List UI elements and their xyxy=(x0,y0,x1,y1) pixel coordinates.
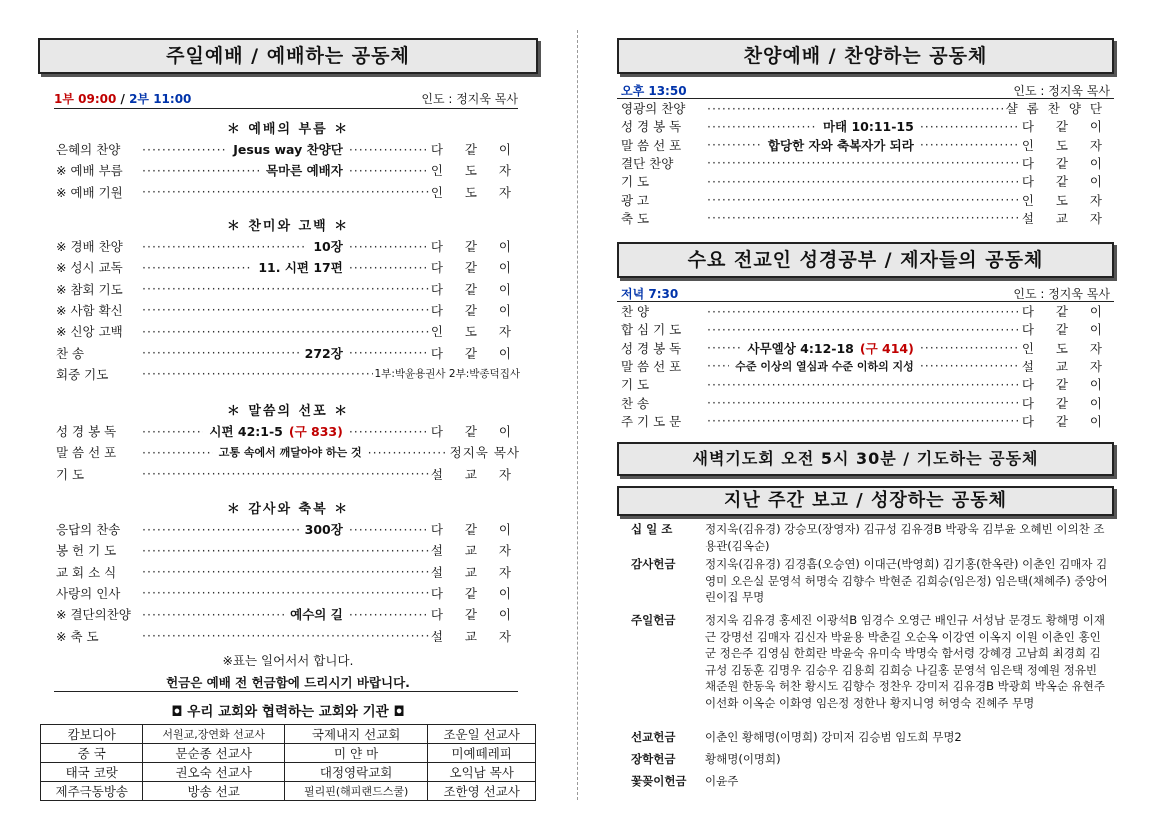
order-row xyxy=(56,160,520,180)
order-role: 다 같 이 xyxy=(430,260,520,276)
leader-dots xyxy=(142,142,227,157)
leader-dots xyxy=(142,345,299,360)
order-detail-text: 10장 xyxy=(313,239,343,254)
order-role: 설 교 자 xyxy=(430,564,520,580)
order-row xyxy=(56,421,520,441)
leader-dots xyxy=(349,522,429,537)
order-detail-text: 예수의 길 xyxy=(290,607,343,623)
order-label: 사랑의 인사 xyxy=(56,585,121,601)
order-label: 축 도 xyxy=(621,210,650,226)
wednesday-title: 수요 전교인 성경공부 / 제자들의 공동체 xyxy=(617,242,1114,278)
section-heading: ＊ 감사와 축복 ＊ xyxy=(226,502,350,517)
report-names: 황해명(이명희) xyxy=(705,752,781,766)
report-item xyxy=(621,773,1111,790)
order-label: 영광의 찬양 xyxy=(621,101,686,116)
leader-dots xyxy=(142,607,284,622)
cooperation-row xyxy=(41,744,536,763)
order-detail-text: 시편 42:1-5 xyxy=(209,424,283,439)
leader-dots xyxy=(368,445,448,460)
order-label: 은혜의 찬양 xyxy=(56,142,121,157)
order-detail xyxy=(229,140,347,158)
leader-dots xyxy=(142,585,429,600)
order-detail xyxy=(286,605,347,623)
order-detail-text: 11. 시편 17편 xyxy=(258,260,343,276)
cooperation-cell: 태국 코랏 xyxy=(41,763,143,782)
worship-title: 주일예배 / 예배하는 공동체 xyxy=(38,38,538,74)
leader-dots xyxy=(920,137,1020,152)
order-row xyxy=(621,411,1111,431)
cooperation-cell: 대정영락교회 xyxy=(284,763,427,782)
order-row xyxy=(621,171,1111,191)
section-heading: ＊ 예배의 부름 ＊ xyxy=(226,122,350,137)
leader-dots xyxy=(707,119,817,134)
order-role: 다 같 이 xyxy=(430,585,520,601)
note-line xyxy=(54,691,518,692)
order-label: 교 회 소 식 xyxy=(56,564,117,580)
leader-dots xyxy=(920,119,1020,134)
order-detail xyxy=(731,358,918,374)
leader-dots xyxy=(142,163,260,178)
cooperation-cell: 권오숙 선교사 xyxy=(143,763,284,782)
note-offering: 헌금은 예배 전 헌금함에 드리시기 바랍니다. xyxy=(166,675,410,690)
order-role: 인 도 자 xyxy=(430,184,520,200)
leader-dots xyxy=(142,628,429,643)
leader-dots xyxy=(707,395,1020,410)
order-row xyxy=(621,208,1111,228)
dawn-title: 새벽기도회 오전 5시 30분 / 기도하는 공동체 xyxy=(617,442,1114,476)
order-row xyxy=(56,300,520,320)
section-heading: ＊ 찬미와 고백 ＊ xyxy=(226,219,350,234)
order-detail xyxy=(301,344,347,362)
order-detail xyxy=(764,136,918,154)
report-names: 정지욱 김유경 홍세진 이광석B 임경수 오영근 배인규 서성남 문경도 황해명 이재근 강명선 김매자 김신자 박윤용 박춘길 오순옥 이강연 이옥지 이원 이춘인 홍인군 정은주 김영심 한희란 박윤숙 유미숙 박명숙 함서령 강혜경 고남희 최경희 김규성 김동훈 김명우 김승우 김용희 김희승 나길홍 문영석 임은택 정예원 정유빈 채준원 한동욱 허찬 황시도 김향수 정찬우 강미저 김유경B 박광희 박옥순 유현주 이선화 이옥순 이화영 임은정 정한나 황지니영 허영숙 진혜주 무명 xyxy=(705,613,1105,710)
note-standing: ※표는 일어서서 합니다. xyxy=(222,653,354,668)
order-role: 다 같 이 xyxy=(1021,413,1111,429)
leader-dots xyxy=(707,377,1020,392)
order-role: 인 도 자 xyxy=(1021,192,1111,208)
leader-dots xyxy=(349,345,429,360)
order-row xyxy=(56,236,520,256)
order-row xyxy=(56,604,520,624)
order-label: 말 씀 선 포 xyxy=(621,137,682,153)
cooperation-cell: 필리핀(해피랜드스쿨) xyxy=(284,782,427,801)
order-label: 합 심 기 도 xyxy=(621,322,682,338)
cooperation-cell: 서원교,장연화 선교사 xyxy=(143,725,284,744)
order-row xyxy=(56,562,520,582)
order-role: 인 도 자 xyxy=(1021,340,1111,356)
order-role: 다 같 이 xyxy=(430,142,520,157)
order-label: 회중 기도 xyxy=(56,366,109,382)
order-label: ※ 결단의찬양 xyxy=(56,607,131,623)
order-role: 다 같 이 xyxy=(430,302,520,318)
report-item xyxy=(621,729,1111,746)
order-detail-text: 고통 속에서 깨달아야 하는 것 xyxy=(218,446,362,460)
cooperation-cell: 조운일 선교사 xyxy=(428,725,536,744)
report-names: 정지욱(김유경) 김경흠(오승연) 이대근(박영희) 김기홍(한옥란) 이춘인 김매자 김영미 오은실 문영석 허명숙 김향수 박현준 김희승(임은정) 임은택(채혜주) 중앙어린이집 무명 xyxy=(705,557,1108,604)
leader-dots xyxy=(707,174,1020,189)
leader-dots xyxy=(142,466,429,481)
order-label: ※ 사함 확신 xyxy=(56,302,123,318)
worship-time xyxy=(38,90,191,107)
wednesday-time: 저녁 7:30 xyxy=(621,287,679,301)
order-role: 다 같 이 xyxy=(1021,174,1111,190)
order-label: 기 도 xyxy=(56,466,85,482)
order-role: 설 교 자 xyxy=(430,628,520,644)
leader-dots xyxy=(349,142,429,157)
leader-dots xyxy=(349,260,429,275)
cooperation-cell: 조한영 선교사 xyxy=(428,782,536,801)
praise-time: 오후 13:50 xyxy=(621,84,687,98)
order-role: 다 같 이 xyxy=(430,607,520,623)
order-role: 설 교 자 xyxy=(430,466,520,482)
order-role: 설 교 자 xyxy=(1021,358,1111,374)
order-role: 다 같 이 xyxy=(1021,322,1111,338)
order-detail-text: 목마른 예배자 xyxy=(266,163,343,179)
worship-time-first: 1부 09:00 xyxy=(54,92,117,106)
cooperation-cell: 문순종 선교사 xyxy=(143,744,284,763)
hymn-number: (구 833) xyxy=(288,424,343,439)
order-label: 주 기 도 문 xyxy=(621,413,682,429)
report-label: 감사헌금 xyxy=(631,557,676,571)
order-role: 다 같 이 xyxy=(1021,377,1111,393)
order-detail-text: 마태 10:11-15 xyxy=(822,119,914,135)
leader-dots xyxy=(142,324,429,339)
order-row xyxy=(56,364,520,384)
order-label: 성 경 봉 독 xyxy=(56,424,117,439)
order-label: 찬 송 xyxy=(621,395,650,411)
leader-dots xyxy=(142,302,429,317)
report-label: 선교헌금 xyxy=(631,730,676,744)
cooperation-row xyxy=(41,763,536,782)
report-names: 정지욱(김유경) 강승모(장영자) 김규성 김유경B 박광욱 김부윤 오혜빈 이의찬 조용관(김옥순) xyxy=(705,522,1105,553)
order-label: 기 도 xyxy=(621,377,650,393)
order-detail xyxy=(301,520,347,538)
order-detail-text: 합당한 자와 축복자가 되라 xyxy=(767,137,914,153)
leader-dots xyxy=(142,260,252,275)
page-divider xyxy=(577,30,578,800)
report-names: 이춘인 황해명(이명희) 강미저 김승범 임도희 무명2 xyxy=(705,730,962,744)
order-row xyxy=(621,319,1111,339)
order-row xyxy=(621,135,1111,155)
order-role: 다 같 이 xyxy=(430,239,520,254)
order-role: 다 같 이 xyxy=(430,345,520,361)
order-role: 1부:박윤용권사 2부:박종덕집사 xyxy=(374,368,520,381)
order-row xyxy=(56,540,520,560)
leader-dots xyxy=(920,358,1020,373)
order-row xyxy=(621,116,1111,136)
order-role: 정지욱 목사 xyxy=(449,445,520,461)
order-label: 말 씀 선 포 xyxy=(621,358,682,374)
order-row xyxy=(621,301,1111,321)
order-detail xyxy=(205,422,346,440)
cooperation-cell: 미 얀 마 xyxy=(284,744,427,763)
order-row xyxy=(56,519,520,539)
order-row xyxy=(56,464,520,484)
leader-dots xyxy=(142,424,203,439)
order-label: ※ 신앙 고백 xyxy=(56,324,123,340)
order-detail-text: 사무엘상 4:12-18 xyxy=(747,340,854,356)
order-row xyxy=(621,98,1111,118)
leader-dots xyxy=(142,366,373,381)
order-detail-text: Jesus way 찬양단 xyxy=(233,142,343,157)
order-role: 다 같 이 xyxy=(430,522,520,537)
order-row xyxy=(56,257,520,277)
order-label: 봉 헌 기 도 xyxy=(56,543,117,559)
order-detail xyxy=(744,339,918,357)
report-label: 주일헌금 xyxy=(631,613,676,627)
order-role: 샬롬찬양단 xyxy=(1005,101,1111,116)
cooperation-cell: 국제내지 선교회 xyxy=(284,725,427,744)
leader-dots xyxy=(920,340,1020,355)
report-title: 지난 주간 보고 / 성장하는 공동체 xyxy=(617,486,1114,516)
leader-dots xyxy=(349,239,429,254)
report-names: 이윤주 xyxy=(705,774,739,788)
leader-dots xyxy=(142,281,429,296)
worship-time-sep: / xyxy=(116,92,130,106)
worship-meta xyxy=(38,90,538,107)
praise-leader: 인도 : 정지욱 목사 xyxy=(1013,84,1110,98)
leader-dots xyxy=(707,155,1020,170)
order-role: 다 같 이 xyxy=(1021,119,1111,135)
leader-dots xyxy=(142,239,307,254)
order-label: ※ 경배 찬양 xyxy=(56,239,123,254)
cooperation-cell: 중 국 xyxy=(41,744,143,763)
cooperation-row xyxy=(41,782,536,801)
order-detail xyxy=(262,161,347,179)
hymn-number: (구 414) xyxy=(859,340,914,356)
order-row xyxy=(56,626,520,646)
report-item xyxy=(621,751,1111,768)
leader-dots xyxy=(707,340,742,355)
order-detail-text: 수준 이상의 열심과 수준 이하의 지성 xyxy=(735,359,914,373)
order-row xyxy=(56,321,520,341)
order-role: 다 같 이 xyxy=(1021,155,1111,171)
order-label: 응답의 찬송 xyxy=(56,522,121,537)
order-label: 성 경 봉 독 xyxy=(621,119,682,135)
order-role: 설 교 자 xyxy=(1021,210,1111,226)
order-label: ※ 축 도 xyxy=(56,628,99,644)
order-row xyxy=(56,442,520,462)
order-label: 찬 송 xyxy=(56,345,85,361)
order-role: 인 도 자 xyxy=(430,324,520,340)
leader-dots xyxy=(142,184,429,199)
order-label: 찬 양 xyxy=(621,304,650,319)
order-row xyxy=(56,583,520,603)
order-label: 말 씀 선 포 xyxy=(56,445,117,461)
worship-meta-line xyxy=(54,108,518,109)
order-role: 다 같 이 xyxy=(1021,304,1111,319)
order-label: 광 고 xyxy=(621,192,650,208)
order-detail-text: 272장 xyxy=(304,345,343,361)
order-row xyxy=(621,374,1111,394)
order-label: ※ 참회 기도 xyxy=(56,281,123,297)
wednesday-meta xyxy=(617,285,1114,302)
order-row xyxy=(621,190,1111,210)
cooperation-cell: 오익남 목사 xyxy=(428,763,536,782)
order-label: ※ 성시 교독 xyxy=(56,260,123,276)
cooperation-cell: 캄보디아 xyxy=(41,725,143,744)
order-row xyxy=(621,393,1111,413)
section-heading: ＊ 말씀의 선포 ＊ xyxy=(226,404,350,419)
leader-dots xyxy=(707,101,1004,116)
report-item xyxy=(621,556,1111,606)
order-row xyxy=(56,343,520,363)
order-row xyxy=(621,153,1111,173)
leader-dots xyxy=(349,424,429,439)
leader-dots xyxy=(707,137,762,152)
order-row xyxy=(621,356,1111,376)
wednesday-leader: 인도 : 정지욱 목사 xyxy=(1013,287,1110,301)
order-label: 성 경 봉 독 xyxy=(621,340,682,356)
order-row xyxy=(56,279,520,299)
order-row xyxy=(56,182,520,202)
cooperation-cell: 제주극동방송 xyxy=(41,782,143,801)
order-label: ※ 예배 기원 xyxy=(56,184,123,200)
leader-dots xyxy=(707,304,1020,319)
report-item xyxy=(621,612,1111,711)
order-detail xyxy=(309,237,346,255)
report-item xyxy=(621,521,1111,554)
cooperation-table xyxy=(40,724,536,801)
order-role: 설 교 자 xyxy=(430,543,520,559)
cooperation-row xyxy=(41,725,536,744)
leader-dots xyxy=(142,445,213,460)
report-label: 꽃꽂이헌금 xyxy=(631,774,687,788)
order-role: 다 같 이 xyxy=(430,424,520,439)
order-row xyxy=(621,338,1111,358)
order-detail xyxy=(254,258,346,276)
order-detail xyxy=(819,117,918,135)
worship-time-second: 2부 11:00 xyxy=(129,92,192,106)
leader-dots xyxy=(142,543,429,558)
order-role: 인 도 자 xyxy=(430,163,520,179)
cooperation-title: ◘ 우리 교회와 협력하는 교회와 기관 ◘ xyxy=(171,704,405,720)
leader-dots xyxy=(142,564,429,579)
leader-dots xyxy=(707,358,729,373)
report-label: 장학헌금 xyxy=(631,752,676,766)
order-label: 기 도 xyxy=(621,174,650,190)
leader-dots xyxy=(142,522,299,537)
leader-dots xyxy=(707,210,1020,225)
leader-dots xyxy=(349,163,429,178)
order-row xyxy=(56,139,520,159)
order-detail xyxy=(215,444,366,460)
order-detail-text: 300장 xyxy=(304,522,343,537)
leader-dots xyxy=(349,607,429,622)
report-label: 십 일 조 xyxy=(631,522,673,536)
cooperation-cell: 미예떼레피 xyxy=(428,744,536,763)
order-label: 결단 찬양 xyxy=(621,155,674,171)
leader-dots xyxy=(707,413,1020,428)
leader-dots xyxy=(707,322,1020,337)
order-label: ※ 예배 부름 xyxy=(56,163,123,179)
leader-dots xyxy=(707,192,1020,207)
cooperation-cell: 방송 선교 xyxy=(143,782,284,801)
order-role: 다 같 이 xyxy=(1021,395,1111,411)
praise-title: 찬양예배 / 찬양하는 공동체 xyxy=(617,38,1114,74)
praise-meta xyxy=(617,82,1114,99)
worship-leader: 인도 : 정지욱 목사 xyxy=(421,92,518,106)
order-role: 인 도 자 xyxy=(1021,137,1111,153)
order-role: 다 같 이 xyxy=(430,281,520,297)
